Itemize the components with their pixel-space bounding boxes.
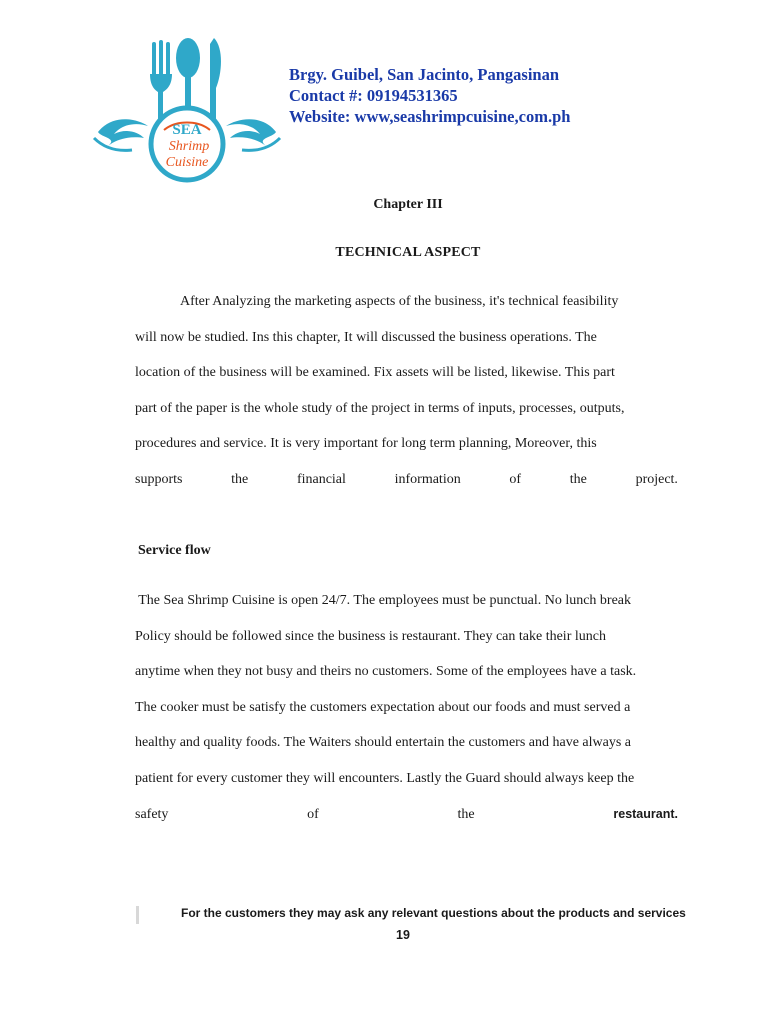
service-paragraph [135, 583, 678, 832]
service-line: patient for every customer they will encounters. Lastly the Guard should always keep the [135, 770, 635, 786]
intro-line: location of the business will be examined. Fix assets will be listed, likewise. This part [135, 365, 615, 381]
word: supports [135, 471, 183, 487]
intro-line: will now be studied. Ins this chapter, It will discussed the business operations. The [135, 329, 597, 345]
word: the [569, 471, 587, 487]
word: the [457, 806, 475, 822]
service-line: The Sea Shrimp Cuisine is open 24/7. The employees must be punctual. No lunch break [135, 593, 632, 608]
intro-last-line [135, 462, 678, 498]
word-bold: restaurant. [613, 806, 678, 821]
intro-line: procedures and service. It is very important for long term planning, Moreover, this [135, 436, 597, 452]
word: of [307, 806, 319, 822]
page-number: 19 [396, 928, 410, 942]
contact-line: Contact #: 09194531365 [289, 86, 458, 105]
logo-text-cuisine: Cuisine [165, 155, 209, 170]
service-line: healthy and quality foods. The Waiters should entertain the customers and have always a [135, 735, 631, 751]
service-last-line [135, 797, 678, 833]
section-title: TECHNICAL ASPECT [335, 245, 481, 260]
footer-text: For the customers they may ask any relevant questions about the products and services [181, 906, 686, 920]
intro-line: part of the paper is the whole study of the project in terms of inputs, processes, outputs, [135, 400, 625, 416]
sea-shrimp-cuisine-logo [92, 34, 282, 194]
website-line: Website: www,seashrimpcuisine,com.ph [289, 107, 571, 126]
service-flow-heading: Service flow [138, 543, 211, 558]
service-line: anytime when they not busy and theirs no customers. Some of the employees have a task. [135, 664, 637, 680]
header-info [289, 64, 570, 127]
word: safety [135, 806, 169, 822]
word: project. [635, 471, 678, 487]
word: the [231, 471, 249, 487]
logo-text-shrimp: Shrimp [168, 139, 210, 154]
chapter-heading: Chapter III [373, 197, 443, 212]
footer-margin-bar [136, 906, 139, 924]
service-line: The cooker must be satisfy the customers expectation about our foods and must served a [135, 699, 631, 715]
word: information [394, 471, 461, 487]
word: of [509, 471, 522, 487]
intro-line: After Analyzing the marketing aspects of the business, it's technical feasibility [180, 294, 619, 309]
word: financial [296, 471, 346, 487]
service-line: Policy should be followed since the business is restaurant. They can take their lunch [135, 628, 606, 644]
logo-text-sea: SEA [172, 122, 202, 138]
intro-paragraph [135, 284, 678, 498]
address-line: Brgy. Guibel, San Jacinto, Pangasinan [289, 65, 560, 84]
